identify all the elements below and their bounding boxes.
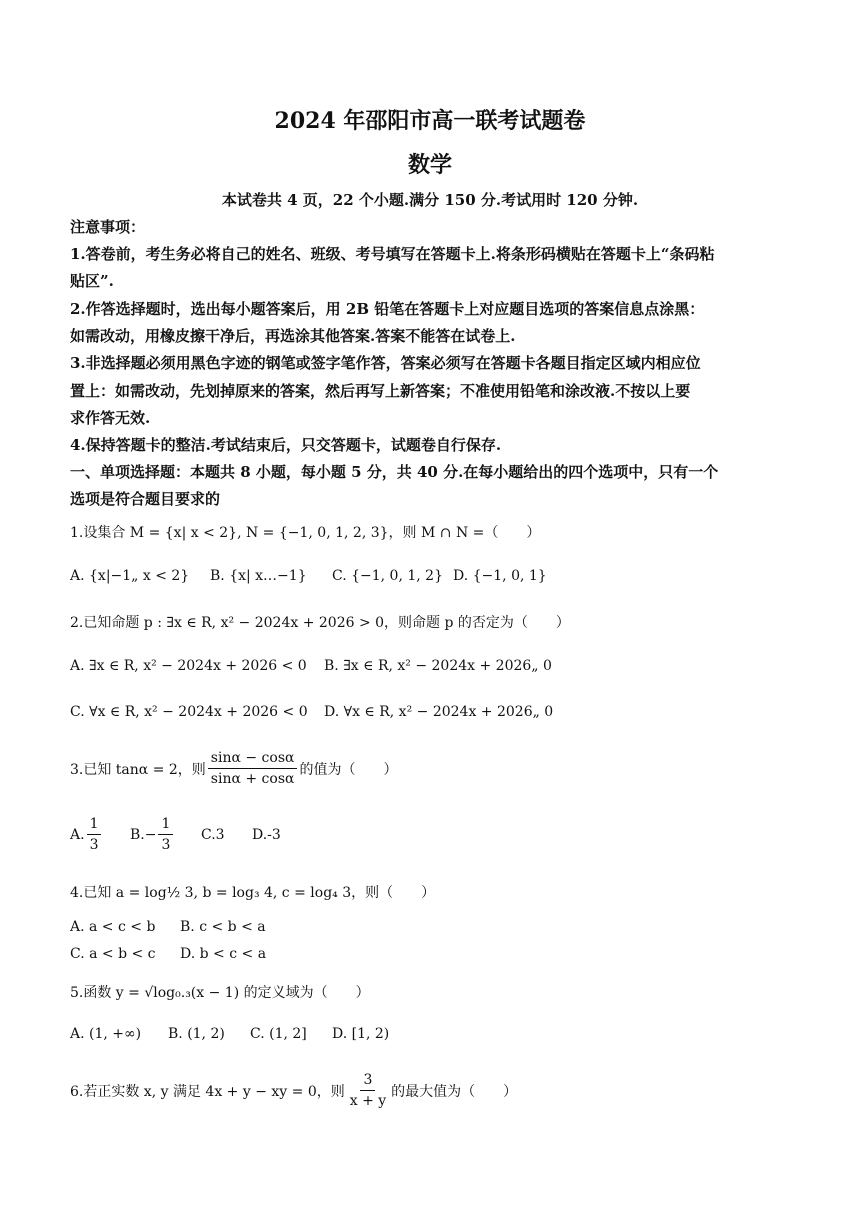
question-5-option-c: C. (1, 2] (250, 1026, 307, 1042)
question-1-option-c: C. {−1, 0, 1, 2} (332, 568, 443, 584)
question-3-fraction-denominator: sinα + cosα (210, 771, 295, 787)
question-3-stem-prefix: 3.已知 tanα = 2，则 (70, 761, 206, 778)
exam-info: 本试卷共 4 页，22 个小题.满分 150 分.考试用时 120 分钟. (221, 191, 639, 209)
notice-line-8: 4.保持答题卡的整洁.考试结束后，只交答题卡，试题卷自行保存. (70, 436, 502, 454)
question-3-stem (70, 748, 397, 789)
question-3-option-b-numerator: 1 (158, 814, 173, 835)
question-3-option-b-label: B.− (130, 826, 157, 843)
question-6-fraction (347, 1070, 389, 1111)
notice-line-4: 如需改动，用橡皮擦干净后，再选涂其他答案.答案不能答在试卷上. (70, 327, 516, 345)
question-2-option-c: C. ∀x ∈ R, x² − 2024x + 2026 < 0 (70, 704, 308, 720)
question-4-option-c: C. a < b < c (70, 946, 156, 962)
question-3-fraction (208, 748, 298, 789)
question-3-option-b (130, 814, 175, 855)
question-4-option-a: A. a < c < b (70, 919, 156, 935)
question-4-stem: 4.已知 a = log½ 3, b = log₃ 4, c = log₄ 3，则（ ） (70, 885, 436, 901)
notice-line-6: 置上：如需改动，先划掉原来的答案，然后再写上新答案；不准使用铅笔和涂改液.不按以上要 (70, 382, 691, 400)
question-2-stem: 2.已知命题 p : ∃x ∈ R, x² − 2024x + 2026 > 0，则命题 p 的否定为（ ） (70, 615, 570, 631)
notice-heading: 注意事项： (70, 218, 146, 236)
notice-line-5: 3.非选择题必须用黑色字迹的钢笔或签字笔作答，答案必须写在答题卡各题目指定区域内相应位 (70, 354, 701, 372)
question-3-option-a (70, 814, 103, 855)
subject-title: 数学 (407, 152, 452, 178)
question-6-fraction-numerator: 3 (360, 1070, 375, 1091)
question-5-option-b: B. (1, 2) (168, 1026, 225, 1042)
question-3-option-a-numerator: 1 (87, 814, 102, 835)
question-3-stem-suffix: 的值为（ ） (299, 761, 398, 778)
question-3-fraction-numerator: sinα − cosα (208, 748, 298, 769)
question-1-stem: 1.设集合 M = {x| x < 2}, N = {−1, 0, 1, 2, 3}，则 M ∩ N =（ ） (70, 525, 541, 541)
question-1-option-b: B. {x| x…−1} (210, 568, 307, 584)
question-5-option-a: A. (1, +∞) (70, 1026, 142, 1042)
question-4-option-b: B. c < b < a (180, 919, 266, 935)
question-2-option-b: B. ∃x ∈ R, x² − 2024x + 2026„ 0 (324, 658, 552, 674)
question-3-option-a-fraction (87, 814, 102, 855)
question-2-option-d: D. ∀x ∈ R, x² − 2024x + 2026„ 0 (324, 704, 554, 720)
question-2-option-a: A. ∃x ∈ R, x² − 2024x + 2026 < 0 (70, 658, 307, 674)
question-6-stem-suffix: 的最大值为（ ） (391, 1083, 518, 1100)
question-1-option-a: A. {x|−1„ x < 2} (70, 568, 190, 584)
notice-line-2: 贴区”. (70, 272, 114, 290)
question-4-option-d: D. b < c < a (180, 946, 267, 962)
question-3-option-c: C.3 (201, 827, 225, 843)
question-6-stem-prefix: 6.若正实数 x, y 满足 4x + y − xy = 0，则 (70, 1083, 345, 1100)
notice-line-1: 1.答卷前，考生务必将自己的姓名、班级、考号填写在答题卡上.将条形码横贴在答题卡上“条码粘 (70, 245, 715, 263)
question-6-fraction-denominator: x + y (349, 1093, 387, 1109)
section-heading-line-2: 选项是符合题目要求的 (70, 490, 221, 508)
notice-line-7: 求作答无效. (70, 409, 151, 427)
question-3-option-d: D.-3 (252, 827, 281, 843)
exam-title: 2024 年邵阳市高一联考试题卷 (274, 108, 586, 134)
question-3-option-b-denominator: 3 (161, 837, 171, 853)
question-3-option-a-denominator: 3 (89, 837, 99, 853)
question-3-option-b-fraction (158, 814, 173, 855)
question-5-stem: 5.函数 y = √log₀.₃(x − 1) 的定义域为（ ） (70, 985, 370, 1001)
section-heading-line-1: 一、单项选择题：本题共 8 小题，每小题 5 分，共 40 分.在每小题给出的四个选项中，只有一个 (70, 463, 719, 481)
question-6-stem (70, 1070, 517, 1111)
notice-line-3: 2.作答选择题时，选出每小题答案后，用 2B 铅笔在答题卡上对应题目选项的答案信息点涂黑： (70, 300, 705, 318)
question-3-option-a-label: A. (70, 826, 85, 843)
question-1-option-d: D. {−1, 0, 1} (453, 568, 547, 584)
question-5-option-d: D. [1, 2) (332, 1026, 390, 1042)
